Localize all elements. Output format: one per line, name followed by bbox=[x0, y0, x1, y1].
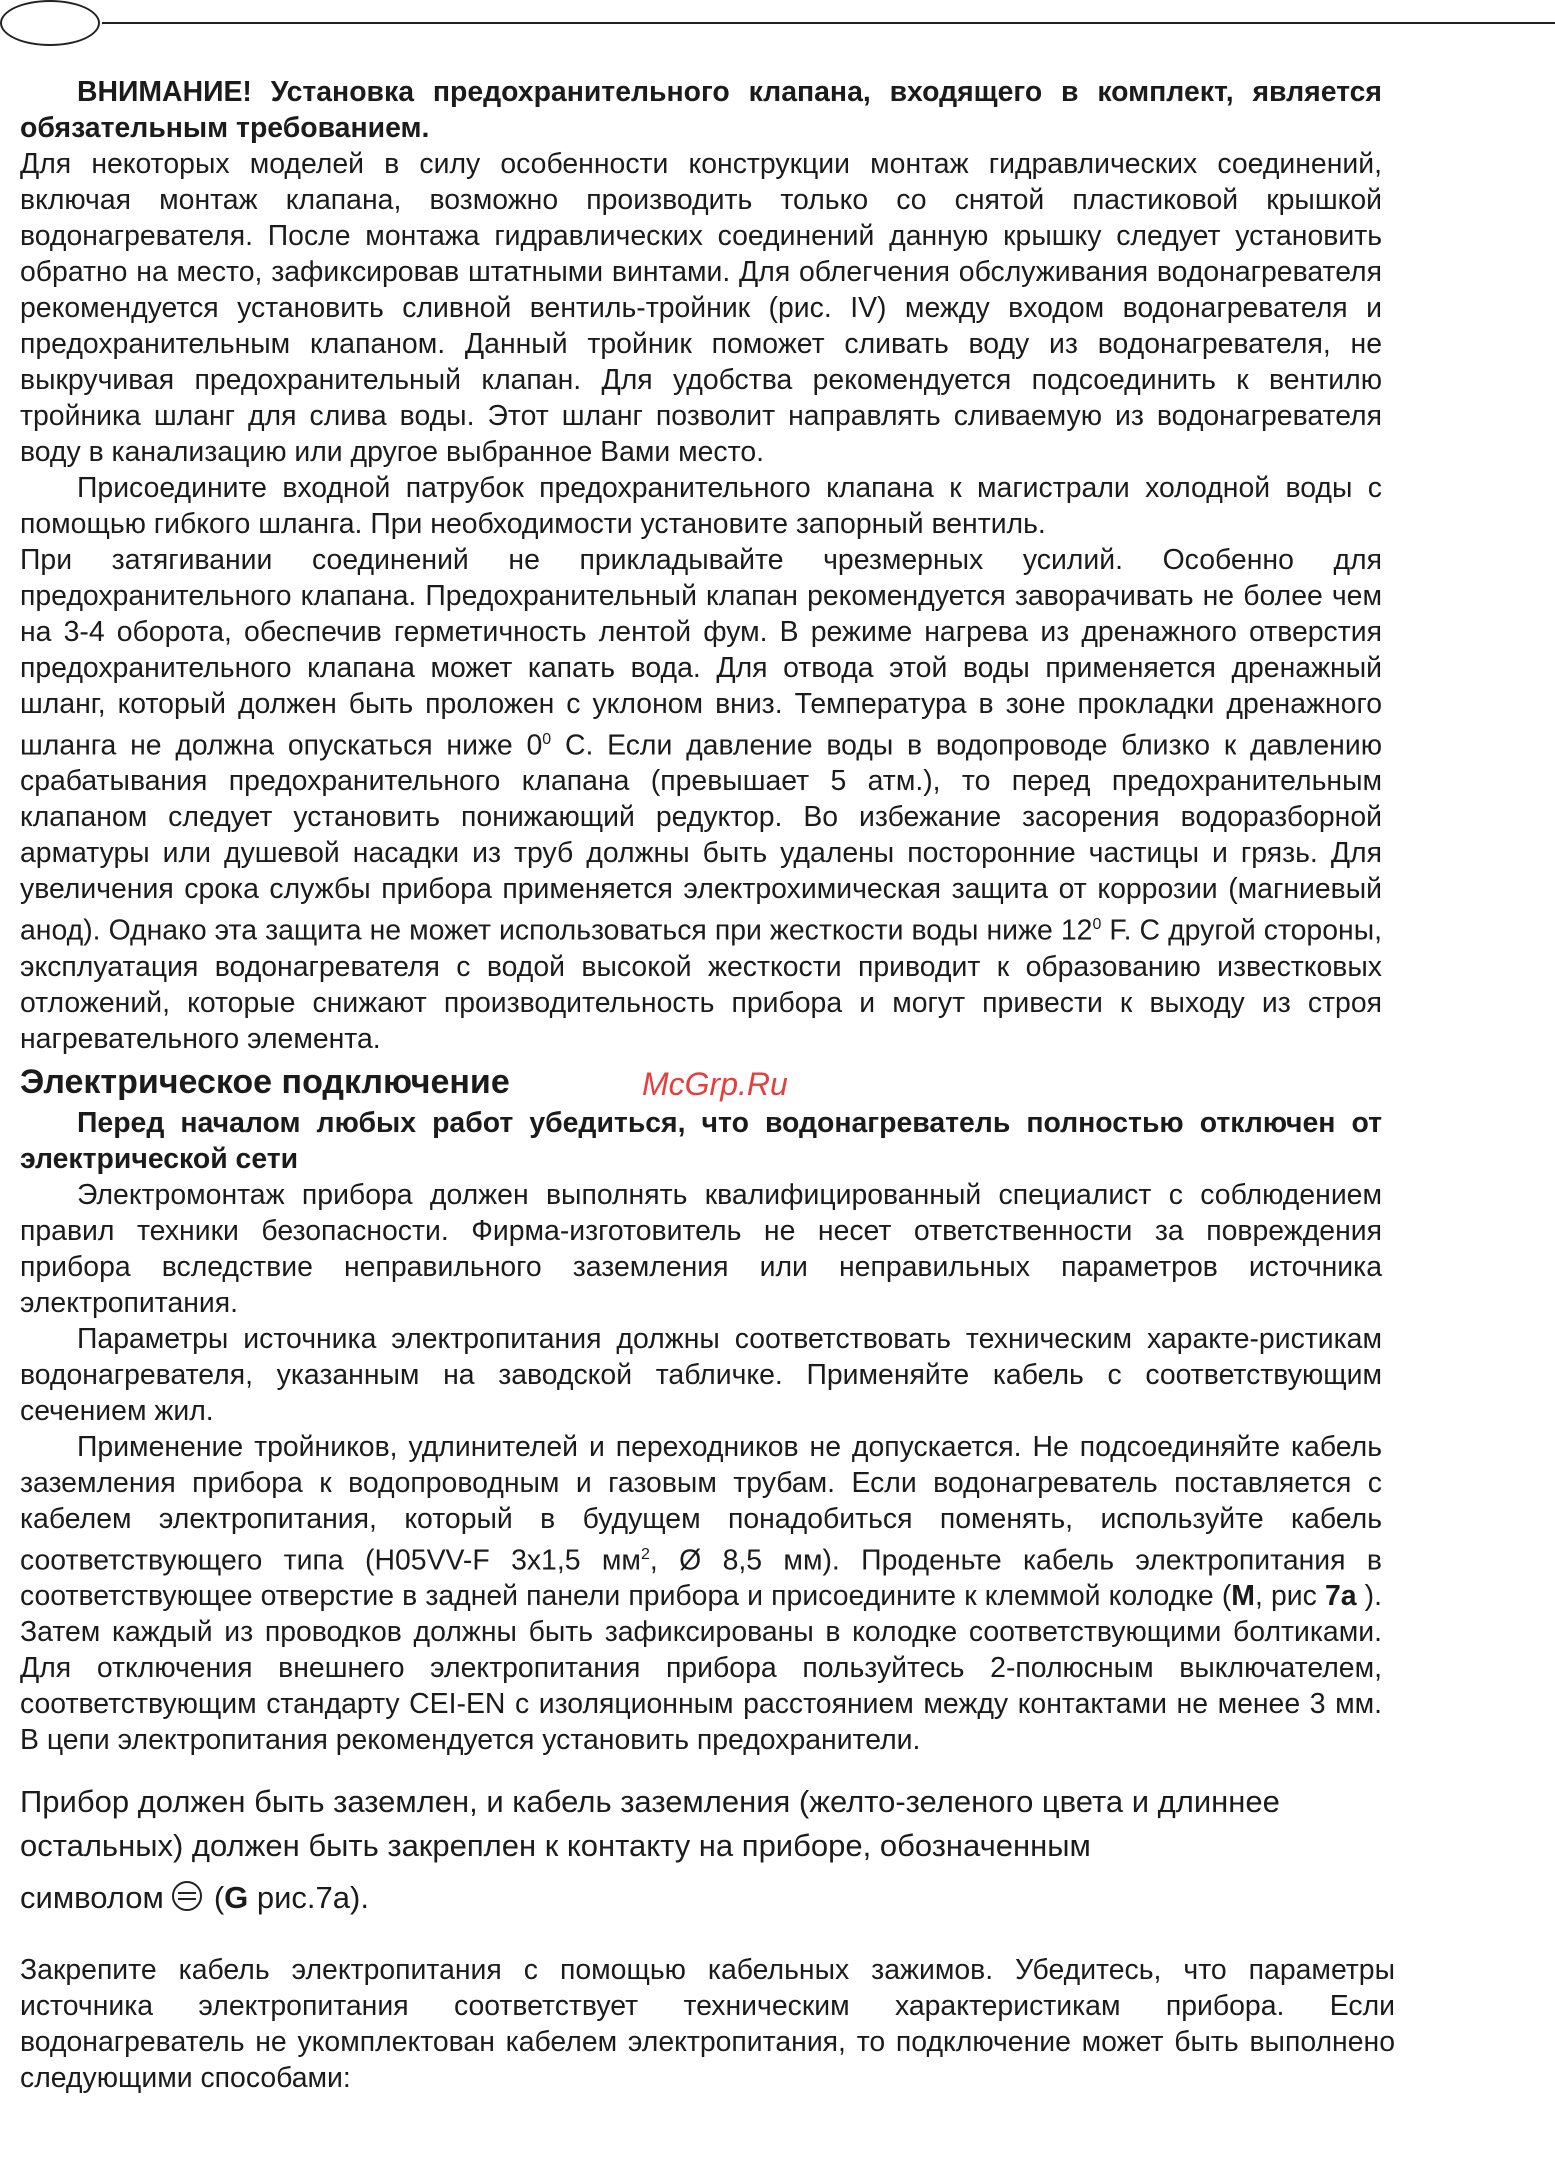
paragraph-tightening: При затягивании соединений не прикладывайте чрезмерных усилий. Особенно для предохранительного клапана. Предохранительный клапан рекомендуется заворачивать не более чем на 3-4 оборота, обеспечив герметичность лентой фум. В режиме нагрева из дренажного отверстия предохранительного клапана может капать вода. Для отвода этой воды применяется дренажный шланг, который должен быть проложен с уклоном вниз. Температура в зоне прокладки дренажного шланга не должна опускаться ниже $0^0$ С. Если давление воды в водопроводе близко к давлению срабатывания предохранительного клапана (превышает 5 атм.), то перед предохранительным клапаном следует установить понижающий редуктор. Во избежание засорения водоразборной арматуры или душевой насадки из труб должны быть удалены посторонние частицы и грязь. Для увеличения срока службы прибора применяется электрохимическая защита от коррозии (магниевый анод). Однако эта защита не может использоваться при жесткости воды ниже $12^0$ F. С другой стороны, эксплуатация водонагревателя с водой высокой жесткости приводит к образованию известковых отложений, которые снижают производительность прибора и могут привести к выходу из строя нагревательного элемента. bbox=[20, 544, 1382, 1055]
paragraph-fasten: Закрепите кабель электропитания с помощью кабельных зажимов. Убедитесь, что параметры источника электропитания соответствует техническим характеристикам прибора. Если водонагреватель не укомплектован кабелем электропитания, то подключение может быть выполнено следующими способами: bbox=[20, 1954, 1395, 2095]
warning-power: Перед началом любых работ убедиться, что водонагреватель полностью отключен от электрической сети bbox=[20, 1106, 1382, 1175]
header-rule bbox=[102, 22, 1555, 24]
paragraph-cable: Применение тройников, удлинителей и переходников не допускается. Не подсоединяйте кабель заземления прибора к водопроводным и газовым трубам. Если водонагреватель поставляется с кабелем электропитания, который в будущем понадобиться поменять, используйте кабель соответствующего типа (H05VV-F 3x1,5 $мм^2$, Ø 8,5 мм). Проденьте кабель электропитания в соответствующее отверстие в задней панели прибора и присоедините к клеммой колодке (М, рис 7а ). Затем каждый из проводков должны быть зафиксированы в колодке соответствующими болтиками. Для отключения внешнего электропитания прибора пользуйтесь 2-полюсным выключателем, соответствующим стандарту CEI-EN с изоляционным расстоянием между контактами не менее 3 мм. В цепи электропитания рекомендуется установить предохранители. bbox=[20, 1430, 1382, 1757]
ground-symbol-icon bbox=[172, 1881, 202, 1911]
section-heading-electric: Электрическое подключение bbox=[20, 1062, 510, 1101]
watermark: McGrp.Ru bbox=[642, 1066, 788, 1102]
paragraph-grounding-symbol: символом (G рис.7а). bbox=[20, 1880, 369, 1916]
warning-valve: ВНИМАНИЕ! Установка предохранительного клапана, входящего в комплект, является обязательным требованием. bbox=[20, 76, 1382, 144]
paragraph-grounding: Прибор должен быть заземлен, и кабель заземления (желто-зеленого цвета и длиннее остальных) должен быть закреплен к контакту на приборе, обозначенным bbox=[20, 1784, 1280, 1864]
paragraph-inlet: Присоедините входной патрубок предохранительного клапана к магистрали холодной воды с помощью гибкого шланга. При необходимости установите запорный вентиль. bbox=[20, 472, 1382, 540]
header-oval bbox=[0, 0, 100, 46]
paragraph-qualified: Электромонтаж прибора должен выполнять квалифицированный специалист с соблюдением правил техники безопасности. Фирма-изготовитель не несет ответственности за повреждения прибора вследствие неправильного заземления или неправильных параметров источника электропитания. bbox=[20, 1178, 1382, 1319]
paragraph-parameters: Параметры источника электропитания должны соответствовать техническим характе-ристикам водонагревателя, указанным на заводской табличке. Применяйте кабель с соответствующим сечением жил. bbox=[20, 1322, 1382, 1427]
paragraph-hydraulic: Для некоторых моделей в силу особенности конструкции монтаж гидравлических соединений, включая монтаж клапана, возможно производить только со снятой пластиковой крышкой водонагревателя. После монтажа гидравлических соединений данную крышку следует установить обратно на место, зафиксировав штатными винтами. Для облегчения обслуживания водонагревателя рекомендуется установить сливной вентиль-тройник (рис. IV) между входом водонагревателя и предохранительным клапаном. Данный тройник поможет сливать воду из водонагревателя, не выкручивая предохранительный клапан. Для удобства рекомендуется подсоединить к вентилю тройника шланг для слива воды. Этот шланг позволит направлять сливаемую из водонагревателя воду в канализацию или другое выбранное Вами место. bbox=[20, 148, 1382, 468]
